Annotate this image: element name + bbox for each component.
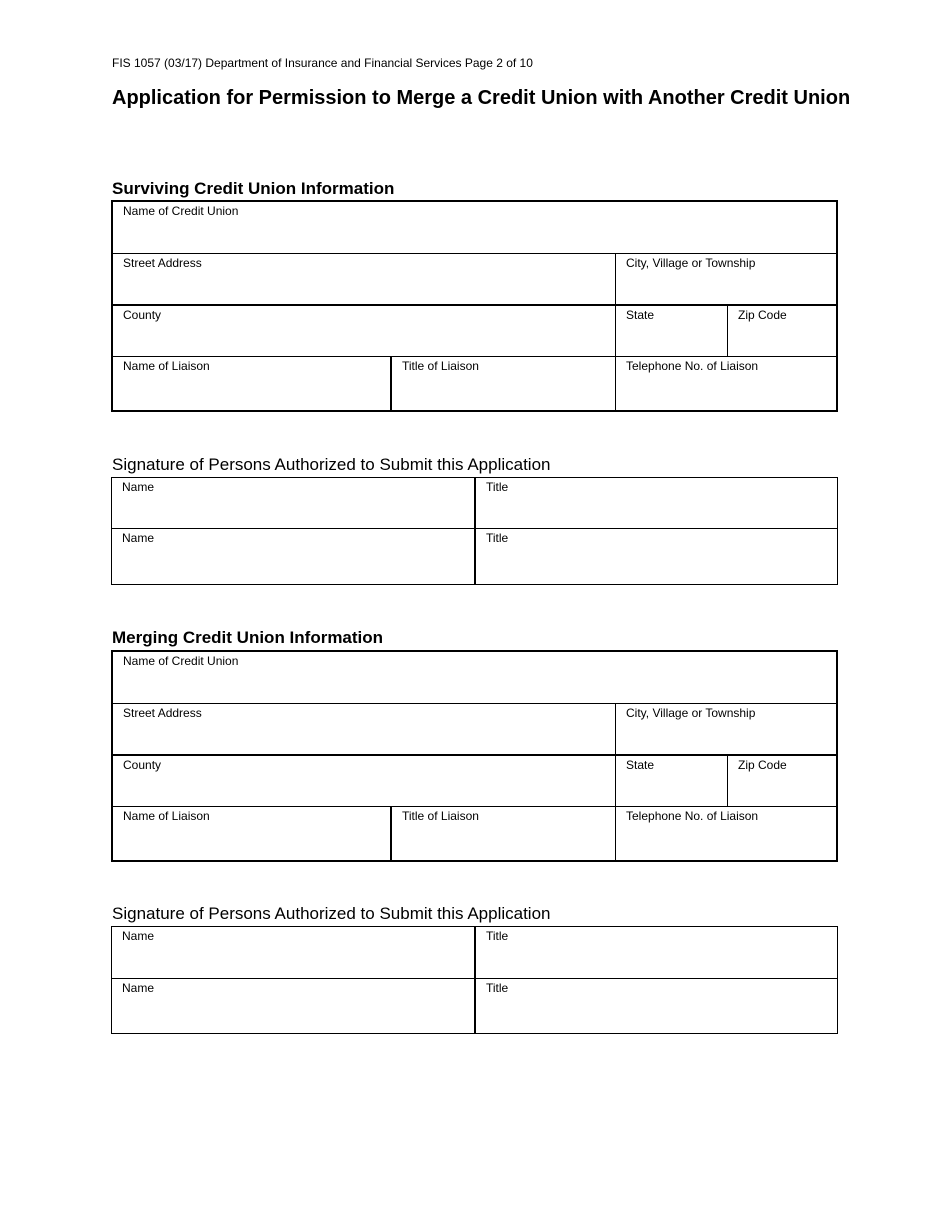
merging-street-address-field[interactable] xyxy=(113,704,616,754)
surviving-row-county xyxy=(113,306,836,357)
merging-signature-row xyxy=(112,979,837,1033)
surviving-liaison-title-field[interactable] xyxy=(392,357,616,410)
field-label: State xyxy=(626,758,655,772)
field-label: Title xyxy=(486,480,509,494)
merging-signature-name-field[interactable] xyxy=(112,979,476,1033)
merging-county-field[interactable] xyxy=(113,756,616,806)
merging-signature-title-field[interactable] xyxy=(476,927,837,978)
field-label: Name xyxy=(122,981,155,995)
surviving-section-heading: Surviving Credit Union Information xyxy=(112,179,395,198)
merging-row-liaison xyxy=(113,807,836,860)
merging-signature-title-field[interactable] xyxy=(476,979,837,1033)
field-label: Name of Liaison xyxy=(123,809,210,823)
merging-zip-field[interactable] xyxy=(728,756,836,806)
field-label: Telephone No. of Liaison xyxy=(626,359,759,373)
field-label: City, Village or Township xyxy=(626,256,756,270)
field-label: Name of Credit Union xyxy=(123,654,239,668)
field-label: Title of Liaison xyxy=(402,809,479,823)
surviving-county-field[interactable] xyxy=(113,306,616,356)
field-label: Title of Liaison xyxy=(402,359,479,373)
surviving-signature-title-field[interactable] xyxy=(476,529,837,584)
merging-liaison-title-field[interactable] xyxy=(392,807,616,860)
merging-signature-form xyxy=(111,926,838,1034)
surviving-signature-name-field[interactable] xyxy=(112,478,476,528)
surviving-liaison-phone-field[interactable] xyxy=(616,357,836,410)
merging-credit-union-name-field[interactable] xyxy=(113,652,836,703)
field-label: City, Village or Township xyxy=(626,706,756,720)
surviving-liaison-name-field[interactable] xyxy=(113,357,392,410)
surviving-city-field[interactable] xyxy=(616,254,836,304)
surviving-signature-row xyxy=(112,478,837,529)
surviving-credit-union-name-field[interactable] xyxy=(113,202,836,253)
form-header-info: FIS 1057 (03/17) Department of Insurance and Financial Services Page 2 of 10 xyxy=(112,56,533,70)
merging-liaison-name-field[interactable] xyxy=(113,807,392,860)
surviving-signature-heading: Signature of Persons Authorized to Submit this Application xyxy=(112,455,551,474)
surviving-signature-title-field[interactable] xyxy=(476,478,837,528)
merging-signature-heading: Signature of Persons Authorized to Submit this Application xyxy=(112,904,551,923)
field-label: Name of Liaison xyxy=(123,359,210,373)
merging-signature-name-field[interactable] xyxy=(112,927,476,978)
field-label: Title xyxy=(486,981,509,995)
field-label: State xyxy=(626,308,655,322)
field-label: Street Address xyxy=(123,256,202,270)
field-label: Zip Code xyxy=(738,308,787,322)
surviving-row-liaison xyxy=(113,357,836,410)
merging-city-field[interactable] xyxy=(616,704,836,754)
merging-row-address xyxy=(113,704,836,756)
field-label: Name xyxy=(122,929,155,943)
surviving-signature-form xyxy=(111,477,838,585)
merging-signature-row xyxy=(112,927,837,979)
field-label: Name of Credit Union xyxy=(123,204,239,218)
field-label: Name xyxy=(122,531,155,545)
surviving-signature-name-field[interactable] xyxy=(112,529,476,584)
merging-row-county xyxy=(113,756,836,807)
merging-row-name xyxy=(113,652,836,704)
surviving-street-address-field[interactable] xyxy=(113,254,616,304)
merging-state-field[interactable] xyxy=(616,756,728,806)
field-label: Telephone No. of Liaison xyxy=(626,809,759,823)
field-label: Title xyxy=(486,531,509,545)
field-label: Street Address xyxy=(123,706,202,720)
merging-liaison-phone-field[interactable] xyxy=(616,807,836,860)
field-label: Title xyxy=(486,929,509,943)
document-title: Application for Permission to Merge a Credit Union with Another Credit Union xyxy=(112,87,851,109)
surviving-state-field[interactable] xyxy=(616,306,728,356)
surviving-info-form xyxy=(111,200,838,412)
field-label: County xyxy=(123,308,162,322)
field-label: County xyxy=(123,758,162,772)
merging-info-form xyxy=(111,650,838,862)
field-label: Name xyxy=(122,480,155,494)
surviving-row-address xyxy=(113,254,836,306)
merging-section-heading: Merging Credit Union Information xyxy=(112,628,384,647)
surviving-row-name xyxy=(113,202,836,254)
surviving-zip-field[interactable] xyxy=(728,306,836,356)
surviving-signature-row xyxy=(112,529,837,584)
field-label: Zip Code xyxy=(738,758,787,772)
